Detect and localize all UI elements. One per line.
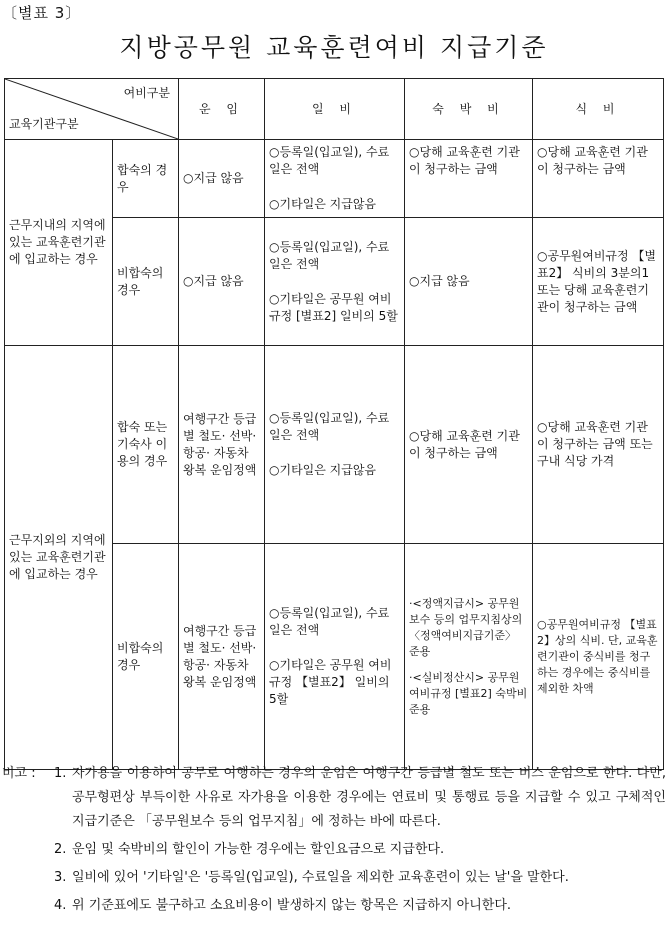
daily-item: ○등록일(입교일), 수료일은 전액: [269, 145, 390, 176]
group-label: 근무지외의 지역에 있는 교육훈련기관에 입교하는 경우: [9, 533, 106, 581]
daily-item: ○등록일(입교일), 수료일은 전액: [269, 606, 390, 637]
note-item: [54, 838, 666, 862]
lodging-cell: ○당해 교육훈련 기관이 청구하는 금액: [405, 140, 533, 218]
annex-tag: 〔별표 3〕: [2, 4, 82, 22]
notes-prefix: 비고 :: [2, 766, 36, 781]
daily-cell: [265, 544, 405, 770]
note-number: 4.: [54, 898, 67, 913]
corner-bottom-label: 교육기관구분: [9, 117, 79, 131]
group-label: 근무지내의 지역에 있는 교육훈련기관에 입교하는 경우: [9, 218, 106, 266]
page-title: 지방공무원 교육훈련여비 지급기준: [119, 33, 549, 62]
subgroup-cell: 비합숙의 경우: [113, 218, 179, 346]
daily-cell: [265, 140, 405, 218]
corner-top-label: 여비구분: [123, 86, 170, 100]
fare-cell: ○지급 않음: [179, 218, 265, 346]
table-row: [5, 346, 664, 544]
note-text: 위 기준표에도 불구하고 소요비용이 발생하지 않는 항목은 지급하지 아니한다.: [72, 898, 512, 913]
note-number: 2.: [54, 842, 67, 857]
table-row: [5, 140, 664, 218]
corner-header-cell: [5, 79, 179, 140]
note-item: [54, 894, 666, 918]
subgroup-cell: 비합숙의 경우: [113, 544, 179, 770]
subgroup-cell: 합숙의 경우: [113, 140, 179, 218]
lodging-cell: ○지급 않음: [405, 218, 533, 346]
lodging-cell: ○당해 교육훈련 기관이 청구하는 금액: [405, 346, 533, 544]
table-header-row: [5, 79, 664, 140]
fare-cell: 여행구간 등급별 철도· 선박·항공· 자동차왕복 운임정액: [179, 346, 265, 544]
meal-cell: ○공무원여비규정 【별표2】상의 식비. 단, 교육훈련기관이 중식비를 청구 하는 경우에는 중식비를 제외한 차액: [533, 544, 664, 770]
daily-item: ○기타일은 지급않음: [269, 463, 377, 477]
note-number: 3.: [54, 870, 67, 885]
meal-cell: ○공무원여비규정 【별표2】 식비의 3분의1 또는 당해 교육훈련기관이 청구하는 금액: [533, 218, 664, 346]
daily-item: ○등록일(입교일), 수료일은 전액: [269, 239, 390, 271]
meal-cell: ○당해 교육훈련 기관이 청구하는 금액: [533, 140, 664, 218]
note-item: [2, 762, 666, 834]
subgroup-cell: 합숙 또는 기숙사 이용의 경우: [113, 346, 179, 544]
column-header-lodging: 숙 박 비: [405, 79, 533, 140]
daily-item: ○기타일은 공무원 여비규정 【별표2】 일비의 5할: [269, 658, 392, 706]
allowance-table: [4, 78, 664, 770]
note-number: 1.: [54, 766, 67, 781]
note-text: 운임 및 숙박비의 할인이 가능한 경우에는 할인요금으로 지급한다.: [72, 842, 445, 857]
group-label-cell: [5, 346, 113, 770]
note-text: 일비에 있어 '기타일'은 '등록일(입교일), 수료일을 제외한 교육훈련이 있는 날'을 말한다.: [72, 870, 569, 885]
fare-cell: 여행구간 등급별 철도· 선박·항공· 자동차왕복 운임정액: [179, 544, 265, 770]
group-label-cell: [5, 140, 113, 346]
lodging-item: ·<정액지급시> 공무원보수 등의 업무지침상의 〈정액여비지급기준〉 준용: [409, 596, 523, 658]
note-item: [54, 866, 666, 890]
lodging-item: ·<실비정산시> 공무원 여비규정 [별표2] 숙박비 준용: [409, 670, 528, 716]
lodging-cell: [405, 544, 533, 770]
column-header-daily: 일 비: [265, 79, 405, 140]
daily-item: ○기타일은 지급않음: [269, 197, 377, 211]
meal-cell: ○당해 교육훈련 기관이 청구하는 금액 또는 구내 식당 가격: [533, 346, 664, 544]
daily-item: ○기타일은 공무원 여비규정 [별표2] 일비의 5할: [269, 291, 398, 323]
daily-cell: [265, 346, 405, 544]
note-text: 자가용을 이용하여 공무로 여행하는 경우의 운임은 여행구간 등급별 철도 또는 버스 운임으로 한다. 다만, 공무형편상 부득이한 사유로 자가용을 이용한 경우에는 연료비 및 통행료 등을 지급할 수 있고 구체적인 지급기준은 「공무원보수 등의 업무지침」에 정하는 바에 따른다.: [72, 766, 666, 829]
daily-item: ○등록일(입교일), 수료일은 전액: [269, 411, 390, 442]
column-header-fare: 운 임: [179, 79, 265, 140]
fare-cell: ○지급 않음: [179, 140, 265, 218]
notes-section: [2, 762, 666, 918]
daily-cell: [265, 218, 405, 346]
column-header-meal: 식 비: [533, 79, 664, 140]
